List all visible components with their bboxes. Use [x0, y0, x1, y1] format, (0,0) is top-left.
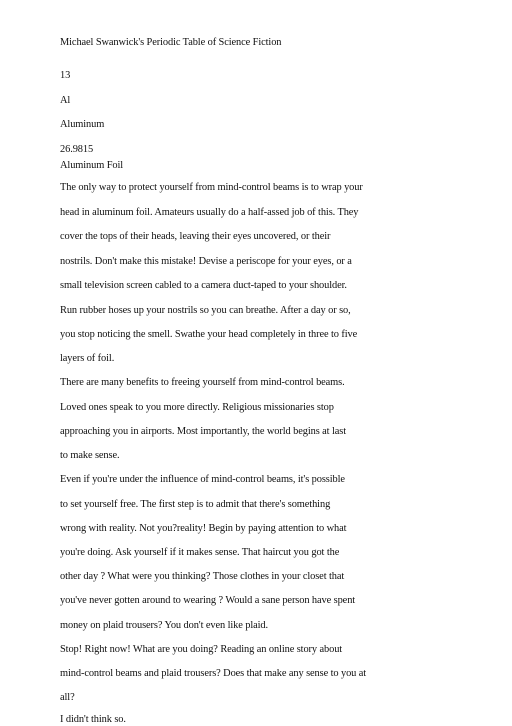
body-line: I didn't think so.	[60, 714, 126, 725]
body-line: wrong with reality. Not you?reality! Begin by paying attention to what	[60, 523, 347, 534]
body-line: Loved ones speak to you more directly. Religious missionaries stop	[60, 402, 334, 413]
body-line: layers of foil.	[60, 353, 115, 364]
body-line: you're doing. Ask yourself if it makes sense. That haircut you got the	[60, 547, 340, 558]
body-line: Even if you're under the influence of mind-control beams, it's possible	[60, 474, 345, 485]
body-line: you've never gotten around to wearing ? Would a sane person have spent	[60, 595, 356, 606]
body-line: small television screen cabled to a camera duct-taped to your shoulder.	[60, 280, 347, 291]
body-line: Run rubber hoses up your nostrils so you can breathe. After a day or so,	[60, 305, 351, 316]
body-line: to set yourself free. The first step is to admit that there's something	[60, 499, 331, 510]
body-line: approaching you in airports. Most importantly, the world begins at last	[60, 426, 346, 437]
body-line: The only way to protect yourself from mind-control beams is to wrap your	[60, 182, 363, 193]
element-name: Aluminum	[60, 119, 105, 130]
body-line: you stop noticing the smell. Swathe your head completely in three to five	[60, 329, 358, 340]
story-title: Aluminum Foil	[60, 160, 124, 171]
book-title: Michael Swanwick's Periodic Table of Science Fiction	[60, 37, 282, 48]
body-line: other day ? What were you thinking? Those clothes in your closet that	[60, 571, 345, 582]
body-line: cover the tops of their heads, leaving their eyes uncovered, or their	[60, 231, 331, 242]
body-line: money on plaid trousers? You don't even like plaid.	[60, 620, 269, 631]
atomic-number: 13	[60, 70, 71, 81]
element-symbol: Al	[60, 95, 71, 106]
body-line: mind-control beams and plaid trousers? Does that make any sense to you at	[60, 668, 367, 679]
body-line: all?	[60, 692, 75, 703]
body-line: head in aluminum foil. Amateurs usually do a half-assed job of this. They	[60, 207, 359, 218]
body-line: Stop! Right now! What are you doing? Reading an online story about	[60, 644, 343, 655]
atomic-weight: 26.9815	[60, 144, 94, 155]
body-line: to make sense.	[60, 450, 120, 461]
body-line: nostrils. Don't make this mistake! Devise a periscope for your eyes, or a	[60, 256, 352, 267]
body-line: There are many benefits to freeing yourself from mind-control beams.	[60, 377, 345, 388]
